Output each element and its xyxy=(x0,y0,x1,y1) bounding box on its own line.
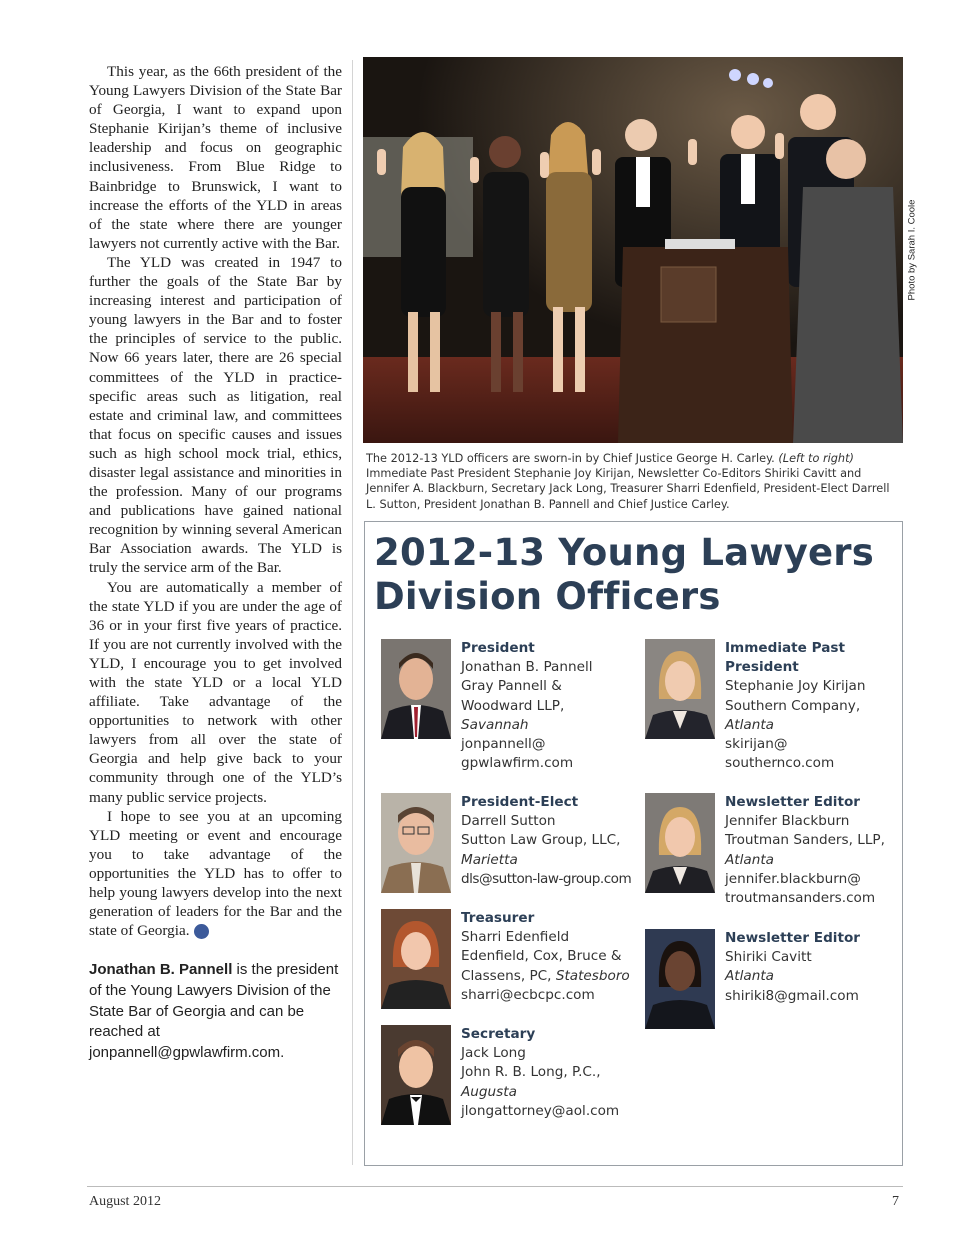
email-link[interactable]: jlongattorney@aol.com xyxy=(461,1102,620,1119)
article-paragraph: This year, as the 66th president of the Young Lawyers Division of the State Bar of Georgia, I want to expand upon Stephanie Kirijan’s theme of inclusive leadership and focus on geographic inclusiveness. From Blue Ridge to Bainbridge to Brunswick, I want to increase the efforts of the YLD in areas of the state where there are younger lawyers not currently active with the Bar. xyxy=(89,63,342,252)
portrait-president-elect xyxy=(381,793,451,893)
officer-info: President-Elect Darrell Sutton Sutton Law Group, LLC, Marietta dls@sutton-law-group.com xyxy=(461,793,636,889)
author-bio-text: is the president of the Young Lawyers Division of the State Bar of Georgia and can be reached at jonpannell@gpwlawfirm.com. xyxy=(89,961,339,1061)
portrait-secretary xyxy=(381,1025,451,1125)
page-number: 7 xyxy=(892,1194,899,1209)
email-link[interactable]: gpwlawfirm.com xyxy=(461,755,574,772)
email-link[interactable]: southernco.com xyxy=(725,755,835,772)
email-link[interactable]: sharri@ecbcpc.com xyxy=(461,986,595,1003)
issue-date: August 2012 xyxy=(89,1194,161,1209)
article-paragraph: You are automatically a member of the state YLD if you are under the age of 36 or in your first five years of practice. If you are not currently involved with the YLD, I encourage you to get involved with the state YLD or a local YLD affiliate. Take advantage of the opportunities to network with other lawyers from all over the state of Georgia and help give back to your community through one of the YLD’s many public service projects. xyxy=(89,578,342,806)
officer-info: Newsletter Editor Jennifer Blackburn Troutman Sanders, LLP, Atlanta jennifer.blackburn@ troutmansanders.com xyxy=(725,793,900,908)
email-link[interactable]: skirijan@ xyxy=(725,736,788,753)
article-column xyxy=(89,62,342,1063)
officers-box xyxy=(364,521,903,1166)
portrait-treasurer xyxy=(381,909,451,1009)
portrait-past-president xyxy=(645,639,715,739)
officer-info: Treasurer Sharri Edenfield Edenfield, Cox, Bruce & Classens, PC, Statesboro sharri@ecbcpc.com xyxy=(461,909,636,1005)
email-link[interactable]: troutmansanders.com xyxy=(725,890,876,907)
gbj-end-mark-icon: GBJ xyxy=(194,924,209,939)
author-bio xyxy=(89,960,342,1063)
officer-info: Immediate Past President Stephanie Joy Kirijan Southern Company, Atlanta skirijan@ southernco.com xyxy=(725,639,900,773)
officers-title: 2012-13 Young Lawyers Division Officers xyxy=(374,531,874,618)
email-link[interactable]: dls@sutton-law-group.com xyxy=(461,870,632,887)
email-link[interactable]: jonpannell@ xyxy=(461,736,546,753)
footer-rule xyxy=(87,1186,903,1187)
article-paragraph-last xyxy=(89,807,342,941)
swearing-in-photo xyxy=(363,57,903,443)
officer-info: President Jonathan B. Pannell Gray Pannell & Woodward LLP, Savannah jonpannell@ gpwlawfirm.com xyxy=(461,639,636,773)
officer-info: Newsletter Editor Shiriki Cavitt Atlanta shiriki8@gmail.com xyxy=(725,929,900,1006)
email-link[interactable]: jennifer.blackburn@ xyxy=(725,870,861,887)
article-paragraph-text: I hope to see you at an upcoming YLD meeting or event and encourage you to take advantage of the opportunities the YLD has to offer to help young lawyers develop into the next generation of leaders for the Bar and the state of Georgia. xyxy=(89,807,342,940)
portrait-newsletter-editor-2 xyxy=(645,929,715,1029)
photo-caption: The 2012-13 YLD officers are sworn-in by Chief Justice George H. Carley. (Left to right) Immediate Past President Stephanie Joy Kirijan, Newsletter Co-Editors Shiriki Cavitt and Jennifer A. Blackburn, Secretary Jack Long, Treasurer Sharri Edenfield, President-Elect Darrell L. Sutton, President Jonathan B. Pannell and Chief Justice Carley. xyxy=(366,452,890,511)
portrait-president xyxy=(381,639,451,739)
article-paragraph: The YLD was created in 1947 to further the goals of the State Bar by increasing interest and participation of young lawyers in the Bar and to foster the principles of service to the public. Now 66 years later, there are 26 special committees of the YLD in practice-specific areas such as litigation, real estate and criminal law, and committees that focus on specific causes and issues such as high school mock trial, ethics, disaster legal assistance and minorities in the profession. Many of our programs and publications have gained national recognition by winning several American Bar Association awards. The YLD is truly the service arm of the Bar. xyxy=(89,253,342,577)
photo-credit: Photo by Sarah I. Coole xyxy=(906,199,918,301)
officer-info: Secretary Jack Long John R. B. Long, P.C., Augusta jlongattorney@aol.com xyxy=(461,1025,636,1121)
column-divider xyxy=(352,60,353,1165)
email-link[interactable]: shiriki8@gmail.com xyxy=(725,987,859,1004)
portrait-newsletter-editor-1 xyxy=(645,793,715,893)
author-name: Jonathan B. Pannell xyxy=(89,961,233,979)
